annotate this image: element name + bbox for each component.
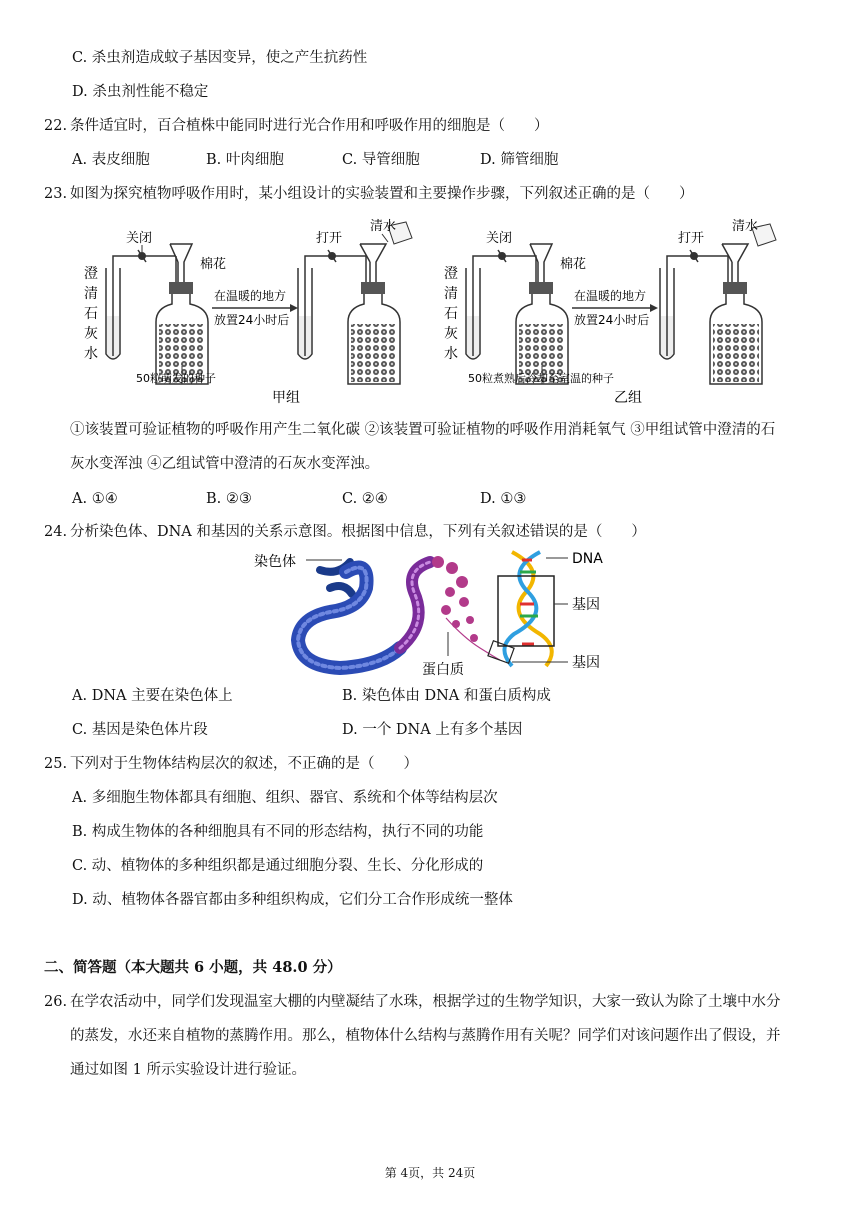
svg-text:放置24小时后: 放置24小时后 — [574, 313, 650, 327]
group-a-setup-after — [298, 218, 412, 384]
q23-statements-line1: ①该装置可验证植物的呼吸作用产生二氧化碳 ②该装置可验证植物的呼吸作用消耗氧气 ③甲组试管中澄清的石 — [70, 422, 776, 438]
q21-option-c: C. 杀虫剂造成蚊子基因变异，使之产生抗药性 — [72, 50, 368, 66]
q23-number: 23. — [44, 186, 68, 202]
q22-number: 22. — [44, 118, 68, 134]
q26-line2: 的蒸发，水还来自植物的蒸腾作用。那么，植物体什么结构与蒸腾作用有关呢？同学们对该问题作出了假设，并 — [70, 1028, 781, 1044]
q25-option-b: B. 构成生物体的各种细胞具有不同的形态结构，执行不同的功能 — [72, 824, 484, 840]
group-a-label: 甲组 — [272, 390, 300, 406]
q24-option-d: D. 一个 DNA 上有多个基因 — [342, 722, 523, 738]
q24-option-b: B. 染色体由 DNA 和蛋白质构成 — [342, 688, 551, 704]
gene-label-2: 基因 — [572, 655, 600, 671]
group-b-label: 乙组 — [614, 390, 642, 406]
q26-line1: 在学农活动中，同学们发现温室大棚的内壁凝结了水珠，根据学过的生物学知识，大家一致认为除了土壤中水分 — [70, 994, 781, 1010]
section-2-heading: 二、简答题（本大题共 6 小题，共 48.0 分） — [44, 959, 342, 976]
svg-text:清: 清 — [84, 286, 98, 302]
dna-helix — [504, 552, 551, 666]
svg-text:打开: 打开 — [678, 231, 705, 246]
gene-label-1: 基因 — [572, 597, 600, 613]
q23-stem: 如图为探究植物呼吸作用时，某小组设计的实验装置和主要操作步骤，下列叙述正确的是（ ） — [70, 186, 694, 202]
group-b-setup-after — [660, 218, 776, 384]
q25-option-c: C. 动、植物体的多种组织都是通过细胞分裂、生长、分化形成的 — [72, 858, 484, 874]
chromosome-dna-gene-figure — [250, 548, 620, 682]
q21-option-d: D. 杀虫剂性能不稳定 — [72, 84, 209, 100]
svg-text:石: 石 — [84, 306, 98, 322]
q23-option-c: C. ②④ — [342, 491, 388, 507]
q24-option-a: A. DNA 主要在染色体上 — [72, 688, 233, 704]
q22-option-c: C. 导管细胞 — [342, 152, 420, 168]
protein-label: 蛋白质 — [422, 662, 464, 678]
svg-text:放置24小时后: 放置24小时后 — [214, 313, 290, 327]
q25-option-d: D. 动、植物体各器官都由多种组织构成，它们分工合作形成统一整体 — [72, 892, 513, 908]
q24-option-c: C. 基因是染色体片段 — [72, 722, 208, 738]
q26-line3: 通过如图 1 所示实验设计进行验证。 — [70, 1062, 306, 1078]
svg-text:清水: 清水 — [370, 219, 397, 234]
svg-text:石: 石 — [444, 306, 458, 322]
q22-option-a: A. 表皮细胞 — [72, 152, 150, 168]
svg-text:水: 水 — [84, 346, 98, 362]
q22-option-b: B. 叶肉细胞 — [206, 152, 284, 168]
svg-text:棉花: 棉花 — [200, 257, 227, 272]
group-a-arrow — [212, 288, 298, 327]
svg-text:清: 清 — [444, 286, 458, 302]
chromosome-label: 染色体 — [254, 554, 296, 570]
q24-number: 24. — [44, 524, 68, 540]
q25-stem: 下列对于生物体结构层次的叙述，不正确的是（ ） — [70, 756, 418, 772]
q25-number: 25. — [44, 756, 68, 772]
svg-text:50粒煮熟后冷却至室温的种子: 50粒煮熟后冷却至室温的种子 — [468, 372, 614, 385]
q23-statements-line2: 灰水变浑浊 ④乙组试管中澄清的石灰水变浑浊。 — [70, 456, 380, 472]
svg-text:关闭: 关闭 — [486, 231, 513, 246]
svg-text:水: 水 — [444, 346, 458, 362]
q26-number: 26. — [44, 994, 68, 1010]
svg-text:在温暖的地方: 在温暖的地方 — [574, 289, 647, 303]
q24-stem: 分析染色体、DNA 和基因的关系示意图。根据图中信息，下列有关叙述错误的是（ ） — [70, 524, 646, 540]
svg-text:打开: 打开 — [316, 231, 343, 246]
svg-text:澄: 澄 — [84, 266, 98, 282]
respiration-experiment-figure — [76, 216, 796, 412]
svg-text:50粒萌发的种子: 50粒萌发的种子 — [136, 372, 216, 385]
svg-text:灰: 灰 — [444, 326, 458, 342]
svg-text:清水: 清水 — [732, 219, 759, 234]
q23-option-d: D. ①③ — [480, 491, 527, 507]
group-b-arrow — [572, 288, 658, 327]
svg-text:关闭: 关闭 — [126, 231, 153, 246]
svg-text:澄: 澄 — [444, 266, 458, 282]
q22-option-d: D. 筛管细胞 — [480, 152, 559, 168]
page-footer: 第 4页，共 24页 — [384, 1166, 476, 1180]
q22-stem: 条件适宜时，百合植株中能同时进行光合作用和呼吸作用的细胞是（ ） — [70, 118, 549, 134]
svg-text:棉花: 棉花 — [560, 257, 587, 272]
svg-text:灰: 灰 — [84, 326, 98, 342]
dna-label: DNA — [572, 551, 603, 567]
group-a-setup-before — [84, 230, 226, 385]
q23-option-b: B. ②③ — [206, 491, 252, 507]
q23-option-a: A. ①④ — [72, 491, 118, 507]
svg-text:在温暖的地方: 在温暖的地方 — [214, 289, 287, 303]
q25-option-a: A. 多细胞生物体都具有细胞、组织、器官、系统和个体等结构层次 — [72, 790, 498, 806]
